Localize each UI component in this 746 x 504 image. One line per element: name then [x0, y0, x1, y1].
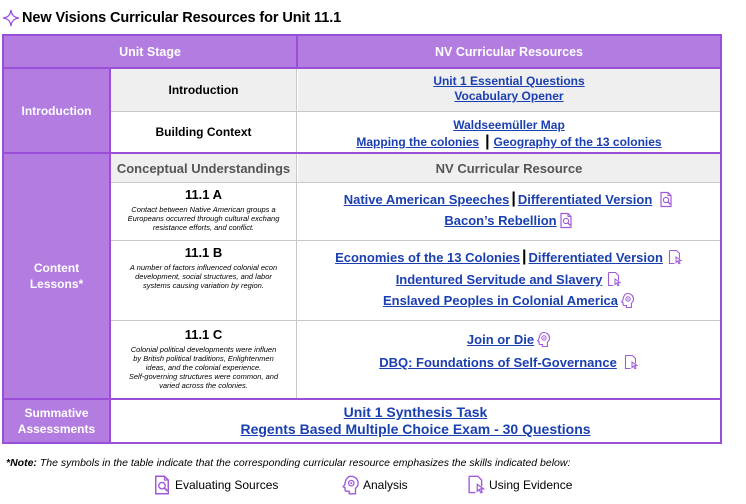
cu-id: 11.1 C — [184, 327, 223, 342]
cu-11-1-c — [111, 321, 296, 398]
link-regents-exam[interactable]: Regents Based Multiple Choice Exam - 30 Questions — [240, 421, 591, 437]
resources-table — [2, 34, 722, 444]
subheader-conceptual-understandings: Conceptual Understandings — [111, 154, 296, 182]
legend-label: Analysis — [363, 478, 408, 492]
note-prefix: *Note: — [6, 457, 37, 469]
cu-text: Contact between Native American groups a Europeans occurred through cultural exchang resistance efforts, and conflict. — [127, 205, 280, 232]
cu-text: Colonial political developments were influen by British political traditions, Enlightenmen ideas, and the colonial experience. Self-governing structures were common, and varied across the colonies. — [128, 345, 279, 390]
link-vocabulary-opener[interactable]: Vocabulary Opener — [454, 89, 564, 103]
page-title: New Visions Curricular Resources for Unit 11.1 — [22, 10, 342, 26]
resources-11-1-c — [298, 321, 720, 398]
legend-label: Using Evidence — [489, 478, 573, 492]
link-bacons-rebellion[interactable]: Bacon’s Rebellion — [444, 213, 557, 228]
evaluating-sources-icon — [558, 212, 574, 229]
evaluating-sources-icon — [152, 474, 172, 496]
footnote — [6, 457, 570, 469]
cu-id: 11.1 B — [184, 245, 223, 260]
summative-resources — [111, 400, 720, 442]
link-enslaved-peoples[interactable]: Enslaved Peoples in Colonial America — [382, 293, 619, 308]
using-evidence-icon — [667, 249, 683, 266]
link-join-or-die[interactable]: Join or Die — [466, 332, 535, 347]
link-geography-13-colonies[interactable]: Geography of the 13 colonies — [493, 135, 662, 149]
stage-introduction: Introduction — [111, 69, 296, 111]
sparkle-icon — [2, 9, 20, 27]
legend-analysis — [340, 474, 408, 496]
subheader-nv-resource: NV Curricular Resource — [298, 154, 720, 182]
context-resources — [298, 112, 720, 152]
separator: | — [511, 190, 516, 207]
analysis-icon — [535, 331, 551, 348]
cu-11-1-a — [111, 183, 296, 240]
link-native-american-speeches[interactable]: Native American Speeches — [343, 191, 510, 207]
section-introduction: Introduction — [4, 69, 109, 152]
section-summative — [4, 400, 109, 442]
section-content-lessons — [4, 154, 109, 398]
using-evidence-icon — [466, 474, 486, 496]
summative-label-2: Assessments — [17, 422, 96, 436]
stage-building-context: Building Context — [155, 125, 252, 139]
resources-11-1-a — [298, 183, 720, 240]
header-resources: NV Curricular Resources — [298, 36, 720, 67]
legend-using-evidence — [466, 474, 572, 496]
link-dbq-self-governance[interactable]: DBQ: Foundations of Self-Governance — [379, 355, 617, 370]
resources-11-1-b — [298, 241, 720, 320]
cu-text: A number of factors influenced colonial econ development, social structures, and labor systems causing variation by region. — [129, 263, 278, 290]
cu-11-1-b — [111, 241, 296, 320]
evaluating-sources-icon — [658, 191, 674, 208]
using-evidence-icon — [606, 271, 622, 288]
content-label-1: Content — [33, 261, 80, 275]
intro-resources — [298, 69, 720, 111]
header-unit-stage: Unit Stage — [4, 36, 296, 67]
title-row — [2, 8, 341, 28]
link-synthesis-task[interactable]: Unit 1 Synthesis Task — [343, 404, 488, 420]
legend-label: Evaluating Sources — [175, 478, 279, 492]
analysis-icon — [619, 292, 635, 309]
cu-id: 11.1 A — [184, 187, 223, 202]
using-evidence-icon — [623, 354, 639, 371]
link-mapping-colonies[interactable]: Mapping the colonies — [356, 135, 480, 149]
legend-evaluating-sources — [152, 474, 278, 496]
link-economies-13-colonies[interactable]: Economies of the 13 Colonies — [335, 249, 521, 265]
summative-label-1: Summative — [24, 406, 89, 420]
separator: | — [485, 133, 490, 150]
note-text: The symbols in the table indicate that the corresponding curricular resource emphasizes the skills indicated below: — [36, 457, 571, 469]
content-label-2: Lessons* — [29, 277, 84, 291]
link-indentured-servitude[interactable]: Indentured Servitude and Slavery — [395, 272, 603, 287]
link-waldseemuller-map[interactable]: Waldseemüller Map — [453, 118, 565, 132]
analysis-icon — [340, 474, 360, 496]
link-differentiated-version-a[interactable]: Differentiated Version — [517, 191, 653, 207]
link-essential-questions[interactable]: Unit 1 Essential Questions — [433, 74, 585, 88]
separator: | — [522, 248, 527, 265]
link-differentiated-version-b[interactable]: Differentiated Version — [528, 249, 663, 265]
